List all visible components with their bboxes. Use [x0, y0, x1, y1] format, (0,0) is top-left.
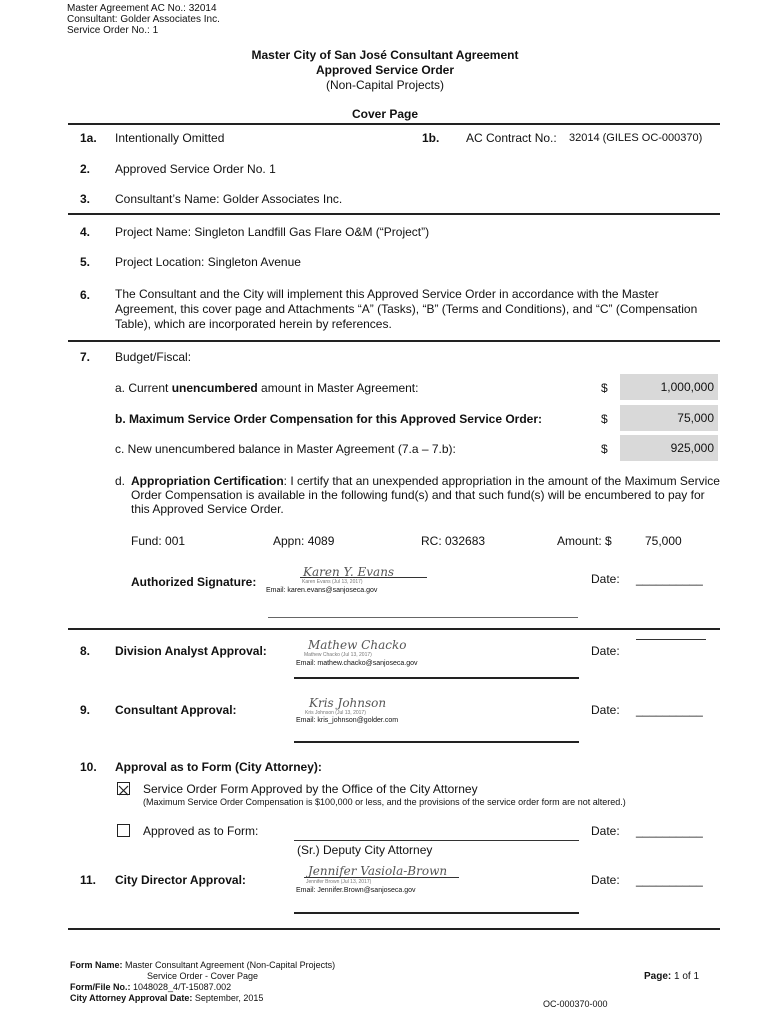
- budget-b-text: b. Maximum Service Order Compensation for this Approved Service Order:: [115, 412, 543, 426]
- rc-value: RC: 032683: [421, 534, 486, 548]
- item-9-number: 9.: [80, 703, 91, 717]
- item-3-text: Consultant’s Name: Golder Associates Inc.: [115, 192, 343, 206]
- item-5-text: Project Location: Singleton Avenue: [115, 255, 301, 269]
- auth-date-field[interactable]: __________: [636, 572, 703, 586]
- item-4-number: 4.: [80, 225, 91, 239]
- rule-cover: [68, 123, 720, 125]
- rule-bottom: [68, 928, 720, 930]
- rule-6: [68, 340, 720, 342]
- consultant-signature: Kris Johnson: [309, 696, 387, 710]
- item-1a-text: Intentionally Omitted: [115, 131, 225, 145]
- amount-label: Amount: $: [557, 534, 612, 548]
- director-signature-caption: Jennifer Brown (Jul 13, 2017): [306, 879, 372, 885]
- attorney-option-2-text: Approved as to Form:: [143, 824, 259, 838]
- header-agreement-no: Master Agreement AC No.: 32014: [67, 3, 217, 14]
- attorney-option-1-note: (Maximum Service Order Compensation is $100,000 or less, and the provisions of the service order form are not altered.): [143, 797, 626, 807]
- item-1b-label: AC Contract No.:: [466, 131, 557, 145]
- rule-7: [68, 628, 720, 630]
- attorney-date-field[interactable]: __________: [636, 824, 703, 838]
- attorney-option-1-text: Service Order Form Approved by the Office of the City Attorney: [143, 782, 478, 796]
- checkmark-x-icon: [118, 785, 129, 796]
- fund-value: Fund: 001: [131, 534, 186, 548]
- budget-c-text: c. New unencumbered balance in Master Agreement (7.a – 7.b):: [115, 442, 456, 456]
- item-3-number: 3.: [80, 192, 91, 206]
- division-date-label: Date:: [591, 644, 620, 658]
- item-4-text: Project Name: Singleton Landfill Gas Flare O&M (“Project”): [115, 225, 430, 239]
- consultant-approval-label: Consultant Approval:: [115, 703, 237, 717]
- budget-a-text: a. Current unencumbered amount in Master Agreement:: [115, 381, 419, 395]
- budget-c-currency: $: [601, 442, 608, 456]
- director-signature: Jennifer Vasiola-Brown: [308, 864, 448, 878]
- header-service-order-no: Service Order No.: 1: [67, 25, 159, 36]
- item-6-number: 6.: [80, 288, 91, 302]
- amount-value: 75,000: [645, 534, 682, 548]
- budget-c-value: 925,000: [620, 435, 718, 461]
- director-email: Email: Jennifer.Brown@sanjoseca.gov: [296, 887, 416, 894]
- item-6-text: The Consultant and the City will implement this Approved Service Order in accordance with the Master Agreement, this cover page and Attachments “A” (Tasks), “B” (Terms and Conditions), and “C” (Compensation Table), which are incorporated herein by references.: [115, 287, 698, 331]
- attorney-signature-line: [294, 840, 579, 841]
- authorized-signature-line: [300, 577, 427, 578]
- consultant-signature-line: [294, 741, 579, 743]
- appn-value: Appn: 4089: [273, 534, 335, 548]
- attorney-approval-label: Approval as to Form (City Attorney):: [115, 760, 322, 774]
- item-5-number: 5.: [80, 255, 91, 269]
- consultant-signature-caption: Kris Johnson (Jul 13, 2017): [305, 710, 366, 716]
- authorized-signature-label: Authorized Signature:: [131, 575, 257, 589]
- consultant-date-label: Date:: [591, 703, 620, 717]
- item-7-number: 7.: [80, 350, 91, 364]
- cover-page-heading: Cover Page: [351, 107, 419, 121]
- doc-project-type: (Non-Capital Projects): [325, 78, 445, 92]
- footer-approval-date: City Attorney Approval Date: September, 2015: [70, 993, 264, 1003]
- auth-underline: [268, 617, 578, 618]
- budget-a-currency: $: [601, 381, 608, 395]
- doc-subtitle: Approved Service Order: [315, 63, 455, 77]
- header-consultant: Consultant: Golder Associates Inc.: [67, 14, 220, 25]
- item-2-number: 2.: [80, 162, 91, 176]
- division-signature-caption: Mathew Chacko (Jul 13, 2017): [304, 652, 372, 658]
- attorney-form-approved-checkbox[interactable]: [117, 782, 130, 795]
- attorney-date-label: Date:: [591, 824, 620, 838]
- consultant-email: Email: kris_johnson@golder.com: [296, 717, 399, 724]
- director-signature-line: [294, 912, 579, 914]
- division-email: Email: mathew.chacko@sanjoseca.gov: [296, 660, 418, 667]
- footer-document-id: OC-000370-000: [543, 999, 608, 1009]
- rule-3: [68, 213, 720, 215]
- footer-form-name-line2: Service Order - Cover Page: [147, 971, 259, 981]
- director-signature-underline: [304, 877, 459, 878]
- doc-title: Master City of San José Consultant Agreement: [251, 48, 519, 62]
- budget-d-text: Appropriation Certification: I certify that an unexpended appropriation in the amount of the Maximum Service Order Compensation is available in the following fund(s) and that such fund(s) will be encumbered to pay for this Approved Service Order.: [131, 474, 720, 516]
- director-approval-label: City Director Approval:: [115, 873, 246, 887]
- item-1b-value: 32014 (GILES OC-000370): [569, 132, 703, 144]
- director-date-label: Date:: [591, 873, 620, 887]
- item-1a-number: 1a.: [80, 131, 97, 145]
- budget-b-currency: $: [601, 412, 608, 426]
- director-date-field[interactable]: __________: [636, 873, 703, 887]
- item-1b-number: 1b.: [422, 131, 440, 145]
- authorized-signature: Karen Y. Evans: [303, 565, 395, 579]
- footer-form-name: Form Name: Master Consultant Agreement (Non-Capital Projects): [70, 960, 336, 970]
- budget-b-value: 75,000: [620, 405, 718, 431]
- authorized-signature-caption: Karen Evans (Jul 13, 2017): [302, 579, 363, 585]
- item-8-number: 8.: [80, 644, 91, 658]
- division-signature-line: [294, 677, 579, 679]
- division-approval-label: Division Analyst Approval:: [115, 644, 267, 658]
- item-10-number: 10.: [80, 760, 97, 774]
- division-date-topline: [636, 639, 706, 640]
- deputy-city-attorney-label: (Sr.) Deputy City Attorney: [297, 843, 433, 857]
- division-signature: Mathew Chacko: [308, 638, 407, 652]
- auth-date-label: Date:: [591, 572, 620, 586]
- item-11-number: 11.: [80, 873, 97, 887]
- footer-page-number: Page: 1 of 1: [644, 971, 700, 982]
- budget-a-value: 1,000,000: [620, 374, 718, 400]
- budget-d-prefix: d.: [115, 474, 126, 488]
- item-7-text: Budget/Fiscal:: [115, 350, 192, 364]
- footer-file-no: Form/File No.: 1048028_4/T-15087.002: [70, 982, 232, 992]
- approved-as-to-form-checkbox[interactable]: [117, 824, 130, 837]
- authorized-email: Email: karen.evans@sanjoseca.gov: [266, 587, 378, 594]
- item-2-text: Approved Service Order No. 1: [115, 162, 276, 176]
- consultant-date-field[interactable]: __________: [636, 703, 703, 717]
